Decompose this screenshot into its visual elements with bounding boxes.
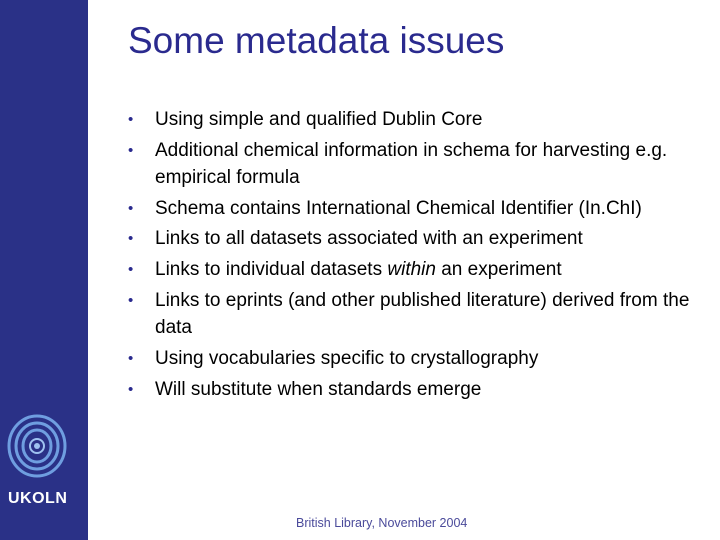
- bullet-dot: •: [128, 141, 134, 159]
- slide-title: Some metadata issues: [128, 20, 505, 61]
- ukoln-eye-logo-icon: [6, 410, 68, 480]
- bullet-item: [128, 376, 708, 403]
- bullet-dot: •: [128, 291, 134, 309]
- bullet-item: [128, 345, 708, 372]
- bullet-text-after: an experiment: [435, 259, 562, 281]
- bullet-list: [128, 106, 708, 406]
- bullet-dot: •: [128, 199, 134, 217]
- slide-footer: British Library, November 2004: [296, 516, 468, 530]
- bullet-dot: •: [128, 349, 134, 367]
- bullet-dot: •: [128, 261, 134, 279]
- bullet-dot: •: [128, 111, 134, 128]
- bullet-text: Links to all datasets associated with an experiment: [155, 228, 583, 250]
- bullet-text: Links to eprints (and other published literature) derived from the data: [155, 289, 690, 338]
- bullet-item: [128, 225, 708, 252]
- bullet-dot: •: [128, 230, 134, 248]
- bullet-item: [128, 106, 708, 133]
- bullet-text: Using vocabularies specific to crystallography: [155, 347, 539, 369]
- bullet-item: [128, 195, 708, 222]
- bullet-text: Using simple and qualified Dublin Core: [155, 109, 483, 130]
- sidebar-band: [0, 0, 88, 540]
- bullet-item: [128, 256, 708, 283]
- bullet-dot: •: [128, 380, 134, 398]
- bullet-text-before: Links to individual datasets: [155, 259, 388, 281]
- bullet-text: Additional chemical information in schema for harvesting e.g. empirical formula: [155, 139, 668, 188]
- bullet-item: [128, 287, 708, 341]
- logo-text: UKOLN: [8, 490, 68, 507]
- bullet-text-emphasis: within: [387, 259, 436, 281]
- bullet-item: [128, 137, 708, 191]
- bullet-text: Schema contains International Chemical Identifier (In.ChI): [155, 197, 642, 219]
- bullet-text: Will substitute when standards emerge: [155, 378, 482, 400]
